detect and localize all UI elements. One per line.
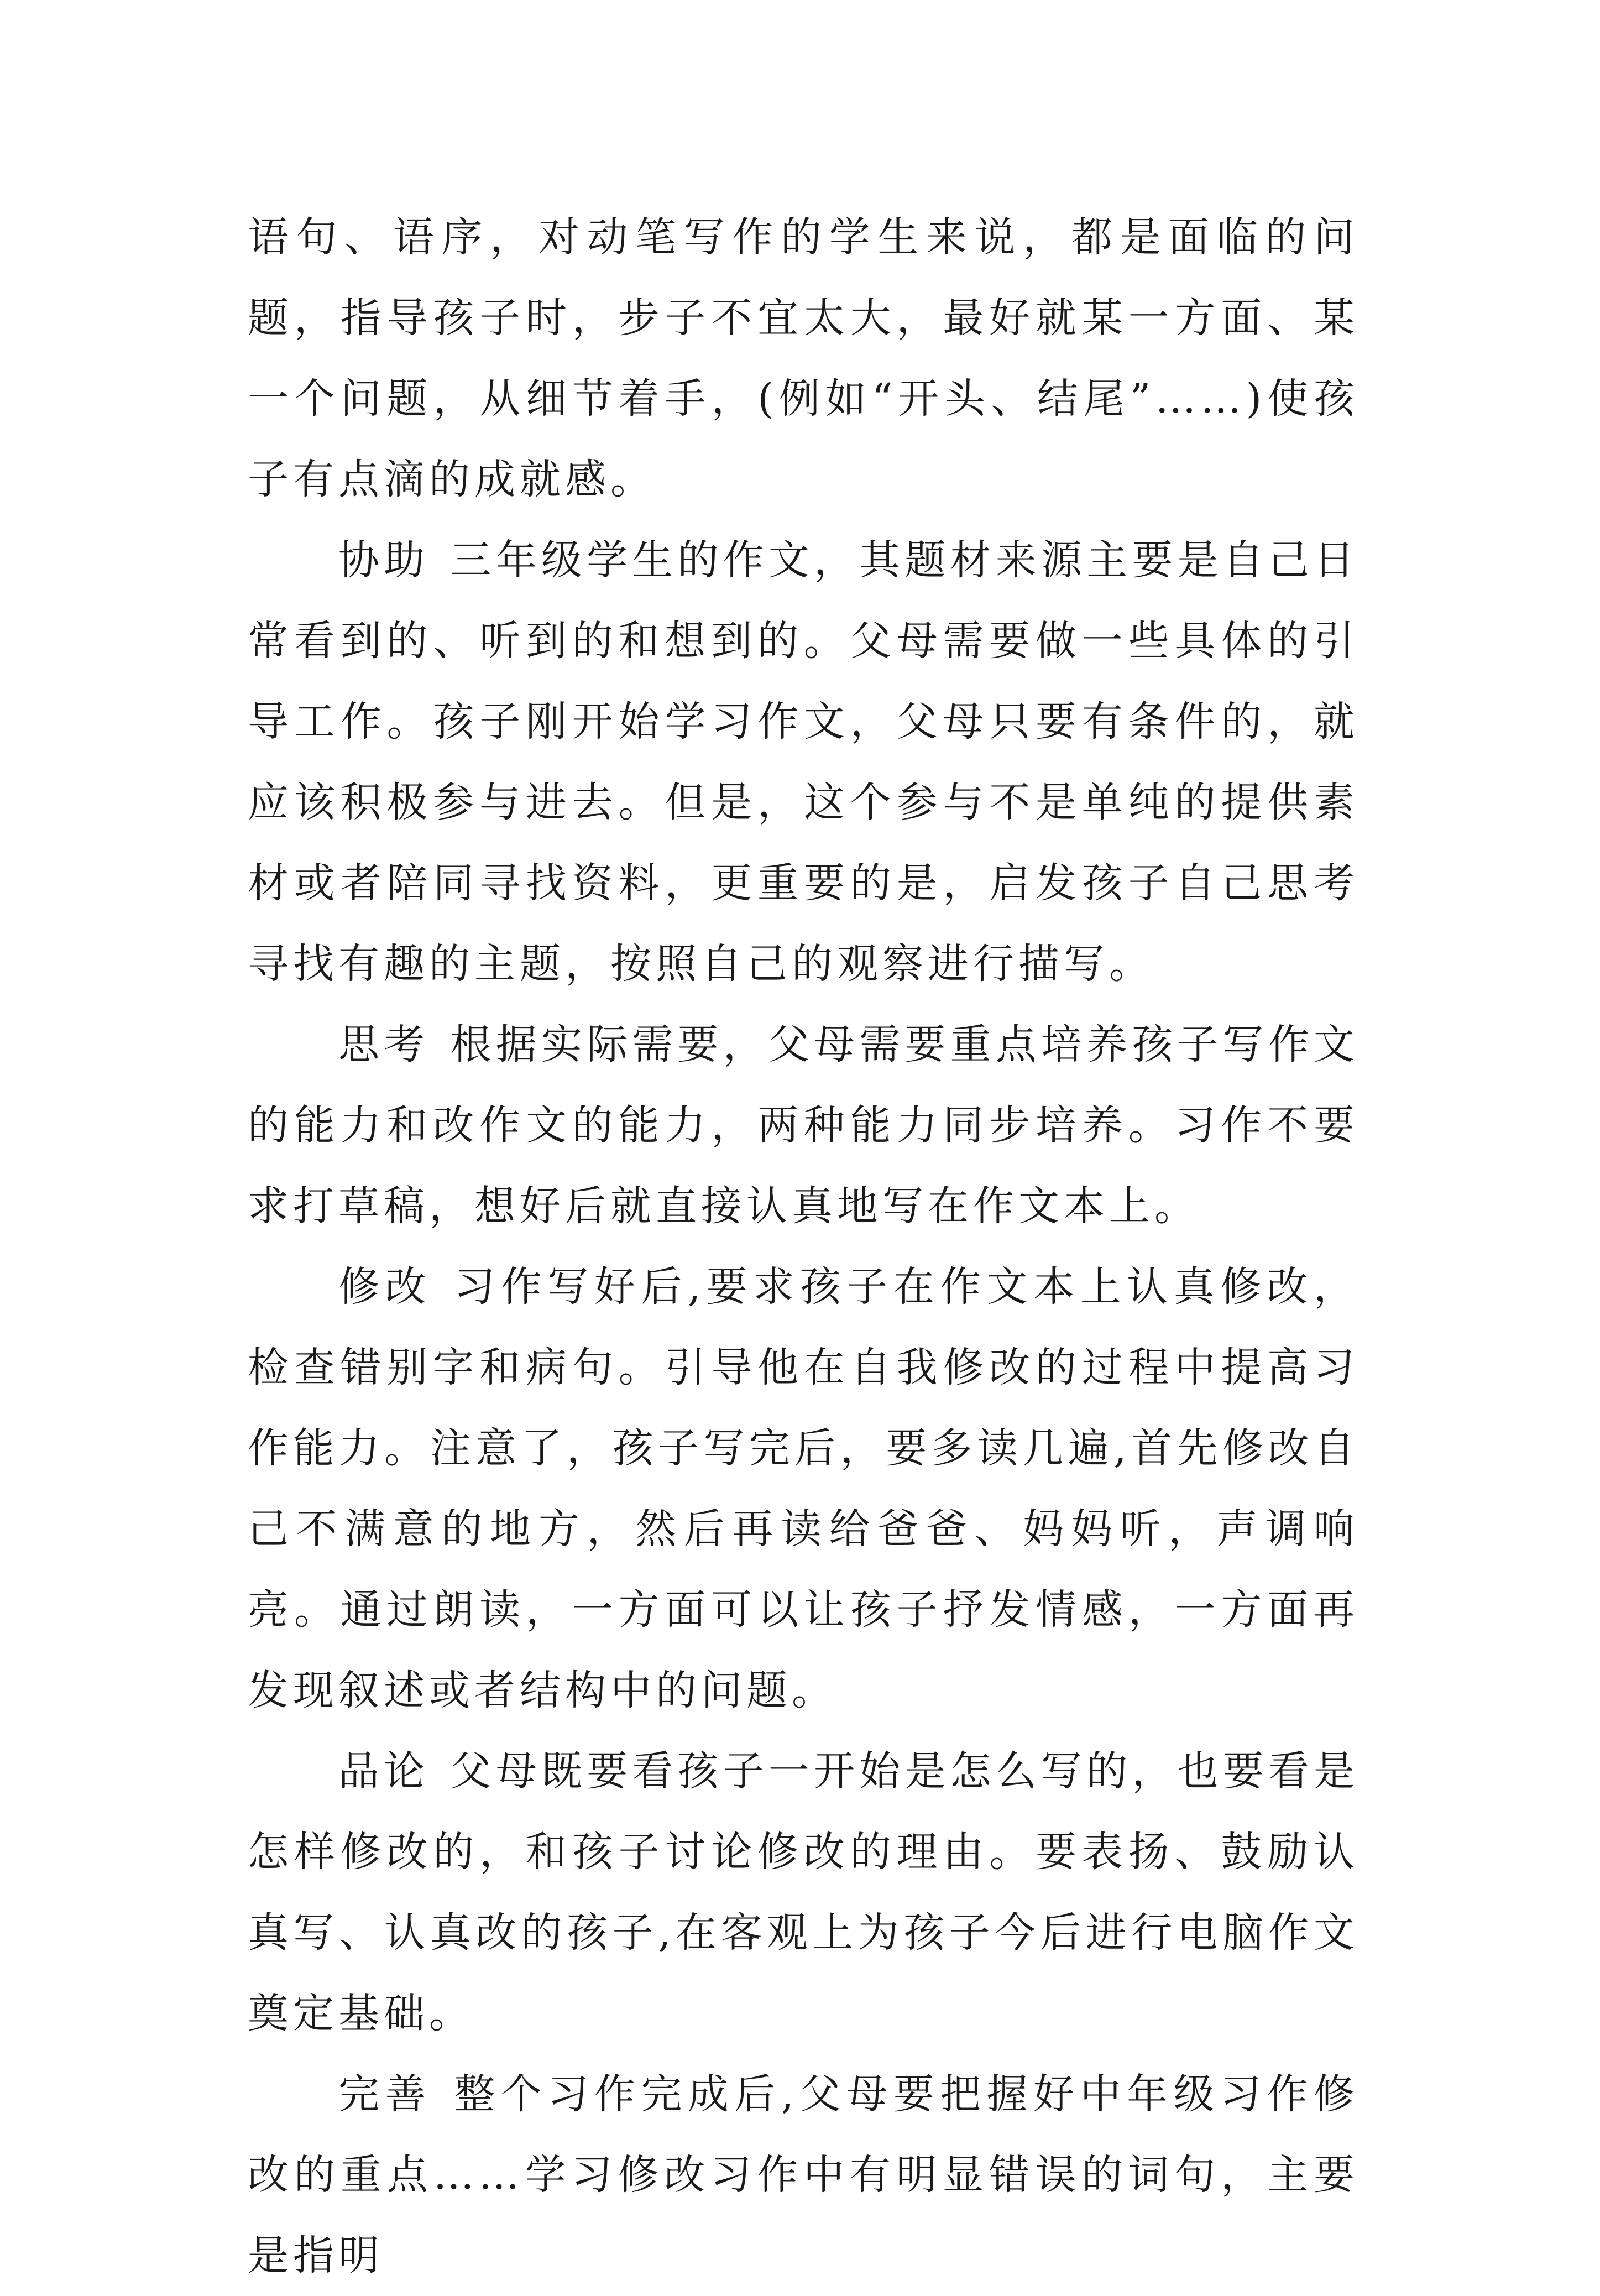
paragraph-text: 习作写好后,要求孩子在作文本上认真修改，检查错别字和病句。引导他在自我修改的过程中提高习作能力。注意了，孩子写完后，要多读几遍,首先修改自己不满意的地方，然后再读给爸爸、妈妈听，声调响亮。通过朗读，一方面可以让孩子抒发情感，一方面再发现叙述或者结构中的问题。: [248, 1263, 1359, 1714]
paragraph-continuation: [248, 197, 1359, 520]
paragraph-lead-term: 修改: [338, 1263, 432, 1311]
paragraph-perfect: [248, 2054, 1359, 2296]
paragraph-text: 父母既要看孩子一开始是怎么写的，也要看是怎样修改的，和孩子讨论修改的理由。要表扬、鼓励认真写、认真改的孩子,在客观上为孩子今后进行电脑作文奠定基础。: [248, 1747, 1360, 2037]
paragraph-text: 三年级学生的作文，其题材来源主要是自己日常看到的、听到的和想到的。父母需要做一些具体的引导工作。孩子刚开始学习作文，父母只要有条件的，就应该积极参与进去。但是，这个参与不是单纯的提供素材或者陪同寻找资料，更重要的是，启发孩子自己思考寻找有趣的主题，按照自己的观察进行描写。: [248, 536, 1360, 988]
paragraph-assist: [248, 520, 1359, 1004]
paragraph-lead-term: 完善: [338, 2070, 432, 2118]
document-body: [248, 197, 1359, 2296]
paragraph-revise: [248, 1246, 1359, 1731]
paragraph-text: 语句、语序，对动笔写作的学生来说，都是面临的问题，指导孩子时，步子不宜太大，最好就某一方面、某一个问题，从细节着手，(例如“开头、结尾”……)使孩子有点滴的成就感。: [248, 213, 1359, 503]
paragraph-lead-term: 协助: [338, 536, 430, 584]
paragraph-text: 根据实际需要，父母需要重点培养孩子写作文的能力和改作文的能力，两种能力同步培养。习作不要求打草稿，想好后就直接认真地写在作文本上。: [248, 1021, 1360, 1230]
paragraph-text: 整个习作完成后,父母要把握好中年级习作修改的重点……学习修改习作中有明显错误的词句，主要是指明: [248, 2070, 1359, 2279]
paragraph-lead-term: 思考: [338, 1021, 430, 1068]
paragraph-lead-term: 品论: [338, 1747, 430, 1795]
paragraph-think: [248, 1004, 1359, 1246]
paragraph-review: [248, 1731, 1359, 2054]
